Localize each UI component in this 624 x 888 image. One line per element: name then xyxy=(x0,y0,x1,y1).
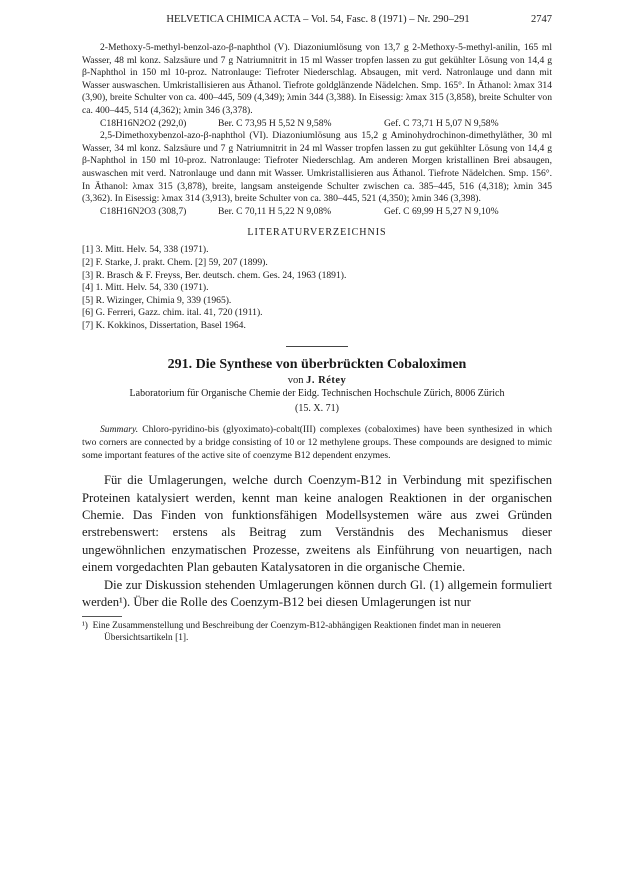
article-title: 291. Die Synthese von überbrückten Cobaloximen xyxy=(167,357,467,373)
found-v: Gef. C 73,71 H 5,07 N 9,58% xyxy=(384,117,499,129)
compound-vi-paragraph: 2,5-Dimethoxybenzol-azo-β-naphthol (VI). Diazoniumlösung aus 15,2 g Aminohydrochinon-dimethyläther, 30 ml Wasser, 34 ml konz. Salzsäure und 7 g Natriumnitrit in 24 ml Wasser tropfen lassen zu gut gekühlter Lösung von 14,4 g β-Naphthol in 150 ml 10-proz. Natronlauge: Tiefroter Niederschlag. Am anderen Morgen kristallinen Brei absaugen, auswaschen mit verd. Natronlauge und dann mit Wasser. Umkristallisieren aus Äthanol. Tiefrote Nädelchen. Smp. 156°. In Äthanol: λmax 315 (3,878), breite, langsam ansteigende Schulter zwischen ca. 385–445, 516 (4,318); λmin 345 (3,362). In Eisessig: λmax 314 (3,913), breite Schulter von ca. 380–445, 521 (4,350); λmin 346 (3,398). xyxy=(82,130,552,205)
reference-item: [6] G. Ferreri, Gazz. chim. ital. 41, 720 (1911). xyxy=(82,307,263,319)
section-divider xyxy=(286,346,348,347)
body-text xyxy=(82,472,552,611)
running-header xyxy=(84,14,552,30)
experimental-section xyxy=(82,42,552,644)
calculated-v: Ber. C 73,95 H 5,52 N 9,58% xyxy=(218,117,332,129)
formula-v: C18H16N2O2 (292,0) xyxy=(100,117,187,129)
summary-paragraph xyxy=(82,424,552,462)
reference-item: [5] R. Wizinger, Chimia 9, 339 (1965). xyxy=(82,294,232,306)
reference-item: [7] K. Kokkinos, Dissertation, Basel 1964. xyxy=(82,319,246,331)
running-title: HELVETICA CHIMICA ACTA – Vol. 54, Fasc. 8 (1971) – Nr. 290–291 xyxy=(166,14,470,25)
footnote-rule xyxy=(82,616,122,617)
reference-item: [2] F. Starke, J. prakt. Chem. [2] 59, 207 (1899). xyxy=(82,256,268,268)
body-paragraph-1: Für die Umlagerungen, welche durch Coenzym-B12 in Verbindung mit spezifischen Proteinen katalysiert werden, kennt man keine analogen Reaktionen in der organischen Chemie. Das Finden von funktionsfähigen Modellsystemen wäre aus zwei Gründen erstrebenswert: erstens als Beitrag zum Verständnis des Mechanismus dieser ungewöhnlichen enzymatischen Prozesse, zweitens als Einführung von neuartigen, nach einem vorgedachten Plan gebauten Katalysatoren in die organische Chemie. xyxy=(82,473,552,575)
reference-item: [4] 1. Mitt. Helv. 54, 330 (1971). xyxy=(82,282,209,294)
author-line xyxy=(82,375,552,386)
page-number: 2747 xyxy=(531,14,552,25)
calculated-vi: Ber. C 70,11 H 5,22 N 9,08% xyxy=(218,205,332,217)
references-title: LITERATURVERZEICHNIS xyxy=(247,227,387,239)
analysis-row-v xyxy=(82,118,552,131)
summary-text: Chloro-pyridino-bis (glyoximato)-cobalt(III) complexes (cobaloximes) have been synthesized in which two corners are connected by a bridge consisting of 10 or 12 methylene groups. These compounds are designed to mimic some important features of the active site of coenzyme B12 dependent enzymes. xyxy=(82,424,552,461)
compound-v-paragraph: 2-Methoxy-5-methyl-benzol-azo-β-naphthol (V). Diazoniumlösung von 13,7 g 2-Methoxy-5-methyl-anilin, 165 ml Wasser, 48 ml konz. Salzsäure und 7 g Natriumnitrit in 15 ml Wasser tropfen lassen zu gut gekühlter Lösung von 14,4 g β-Naphthol in 150 ml 10-proz. Natronlauge: Tiefroter Niederschlag. Absaugen, mit verd. Natronlauge und dann mit Wasser auswaschen. Umkristallisieren aus Äthanol. Tiefrote goldglänzende Nädelchen. Smp. 165°. In Äthanol: λmax 314 (3,90), breite Schulter von ca. 400–445, 509 (4,349); λmin 344 (3,388). In Eisessig: λmax 315 (3,858), breite Schulter von ca. 400–445, 514 (4,362); λmin 346 (3,378). xyxy=(82,42,552,116)
footnote-text: Eine Zusammenstellung und Beschreibung der Coenzym-B12-abhängigen Reaktionen findet man in neueren Übersichtsartikeln [1]. xyxy=(92,620,501,643)
affiliation: Laboratorium für Organische Chemie der Eidg. Technischen Hochschule Zürich, 8006 Zürich xyxy=(129,388,505,400)
summary-label: Summary. xyxy=(100,424,139,436)
author-name: J. Rétey xyxy=(306,375,347,387)
body-paragraph-2: Die zur Diskussion stehenden Umlagerungen können durch Gl. (1) allgemein formuliert werden¹). Über die Rolle des Coenzym-B12 bei diesen Umlagerungen ist nur xyxy=(82,577,552,610)
formula-vi: C18H16N2O3 (308,7) xyxy=(100,205,187,217)
analysis-row-vi xyxy=(82,206,552,219)
references-list xyxy=(82,244,552,332)
footnote xyxy=(82,620,552,644)
found-vi: Gef. C 69,99 H 5,27 N 9,10% xyxy=(384,205,499,217)
received-date: (15. X. 71) xyxy=(295,403,339,415)
reference-item: [3] R. Brasch & F. Freyss, Ber. deutsch. chem. Ges. 24, 1963 (1891). xyxy=(82,269,347,281)
author-prefix: von xyxy=(287,375,304,387)
footnote-mark: ¹) xyxy=(82,620,88,631)
reference-item: [1] 3. Mitt. Helv. 54, 338 (1971). xyxy=(82,244,209,256)
